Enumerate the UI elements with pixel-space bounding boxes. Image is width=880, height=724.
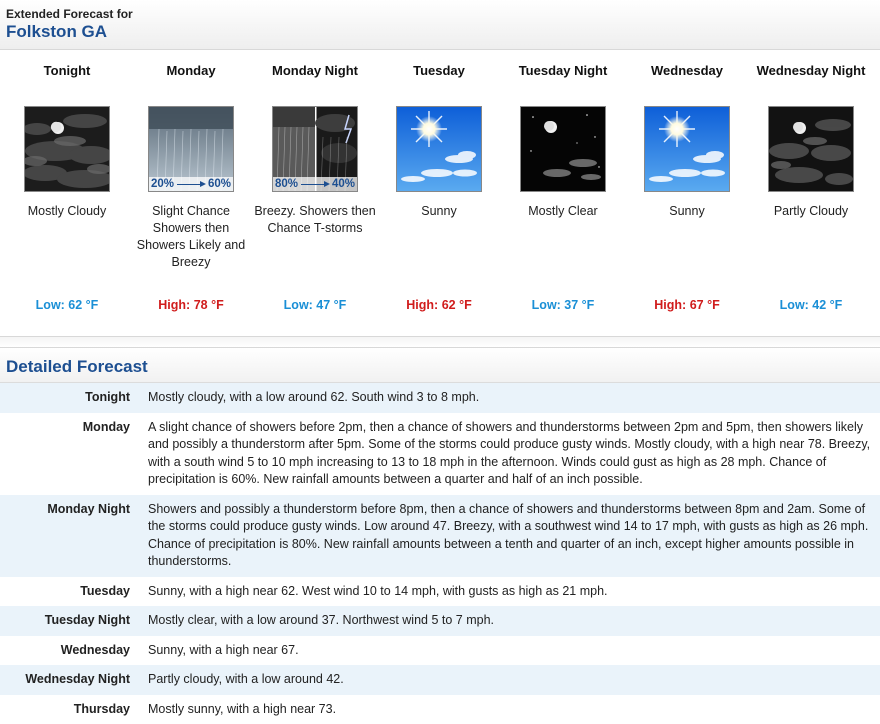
sunny-icon [644,106,730,192]
night-mostly-cloudy-icon [24,106,110,192]
precip-to: 60% [208,177,231,191]
detail-row-text: Mostly cloudy, with a low around 62. South wind 3 to 8 mph. [130,383,880,413]
detail-row-label: Tonight [0,383,130,413]
detailed-forecast-title: Detailed Forecast [0,347,880,383]
period-name: Tonight [5,62,129,79]
detail-row-text: Partly cloudy, with a low around 42. [130,665,880,695]
detail-row-label: Monday Night [0,495,130,577]
detail-row-text: Sunny, with a high near 62. West wind 10 to 14 mph, with gusts as high as 21 mph. [130,577,880,607]
sunny-icon [396,106,482,192]
detail-row-text: Mostly clear, with a low around 37. Northwest wind 5 to 7 mph. [130,606,880,636]
period-name: Tuesday [377,62,501,79]
period-description: Partly Cloudy [749,203,873,220]
period-name: Wednesday [625,62,749,79]
detail-row-text: Showers and possibly a thunderstorm before 8pm, then a chance of showers and thunderstorms between 8pm and 2am. Some of the storms could produce gusty winds. Low around 47. Breezy, with a southwest wind 14 to 17 mph, with gusts as high as 26 mph. Chance of precipitation is 80%. New rainfall amounts between a tenth and quarter of an inch, except higher amounts possible in thunderstorms. [130,495,880,577]
period-description: Sunny [625,203,749,220]
night-partly-cloudy-icon [768,106,854,192]
forecast-header [0,0,880,50]
detail-row-label: Wednesday Night [0,665,130,695]
precip-from: 20% [151,177,174,191]
rain-showers-icon [148,106,234,192]
detail-row-monday [0,413,880,495]
period-temperature: High: 67 °F [625,298,749,312]
detail-row-tonight [0,383,880,413]
detail-row-wednesday [0,636,880,666]
period-temperature: Low: 47 °F [253,298,377,312]
precip-chance-label [273,177,357,191]
detail-row-label: Monday [0,413,130,495]
period-name: Wednesday Night [749,62,873,79]
section-divider [0,336,880,347]
detail-row-text: A slight chance of showers before 2pm, then a chance of showers and thunderstorms between 2pm and 5pm, then showers likely and possibly a thunderstorm after 5pm. Some of the storms could produce gusty winds. Mostly cloudy, with a high near 78. Breezy, with a south wind 5 to 10 mph increasing to 13 to 18 mph in the afternoon. Winds could gust as high as 28 mph. Chance of precipitation is 60%. New rainfall amounts between a quarter and half of an inch possible. [130,413,880,495]
header-subtitle: Extended Forecast for [6,7,880,21]
detail-row-label: Tuesday [0,577,130,607]
detail-row-text: Sunny, with a high near 67. [130,636,880,666]
precip-chance-label [149,177,233,191]
period-name: Tuesday Night [501,62,625,79]
period-temperature: High: 62 °F [377,298,501,312]
detail-row-label: Thursday [0,695,130,724]
period-description: Mostly Cloudy [5,203,129,220]
detail-row-wednesday-night [0,665,880,695]
showers-then-tstorms-icon [272,106,358,192]
period-description: Mostly Clear [501,203,625,220]
period-description: Sunny [377,203,501,220]
detail-row-tuesday [0,577,880,607]
arrow-right-icon [298,177,332,191]
seven-day-forecast [0,50,880,336]
detail-row-thursday [0,695,880,724]
detail-row-label: Tuesday Night [0,606,130,636]
detail-row-monday-night [0,495,880,577]
period-description: Slight Chance Showers then Showers Likely and Breezy [129,203,253,271]
period-temperature: Low: 62 °F [5,298,129,312]
detail-row-tuesday-night [0,606,880,636]
period-name: Monday Night [253,62,377,79]
precip-to: 40% [332,177,355,191]
detail-row-label: Wednesday [0,636,130,666]
period-temperature: High: 78 °F [129,298,253,312]
detailed-forecast-table [0,383,880,724]
period-temperature: Low: 37 °F [501,298,625,312]
detail-row-text: Mostly sunny, with a high near 73. [130,695,880,724]
period-name: Monday [129,62,253,79]
period-description: Breezy. Showers then Chance T-storms [253,203,377,237]
night-clear-icon [520,106,606,192]
arrow-right-icon [174,177,208,191]
location-title: Folkston GA [6,21,880,43]
period-temperature: Low: 42 °F [749,298,873,312]
precip-from: 80% [275,177,298,191]
